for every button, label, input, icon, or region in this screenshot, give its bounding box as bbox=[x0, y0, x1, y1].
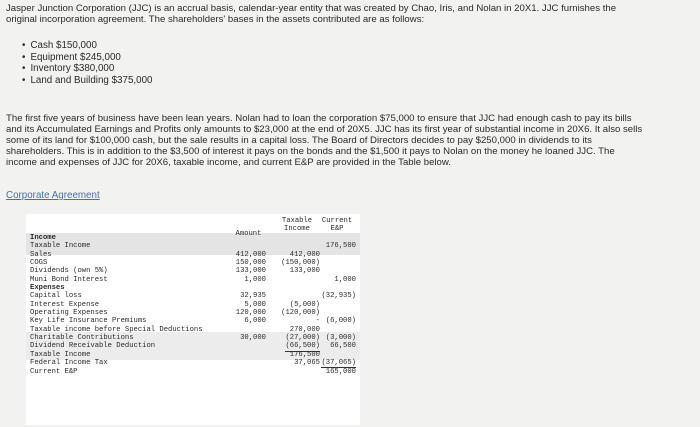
income-table bbox=[26, 214, 360, 425]
current-ep-cell: (3,000) bbox=[325, 334, 356, 343]
table-row-label: Taxable income before Special Deductions bbox=[30, 325, 203, 334]
amount-cell bbox=[222, 368, 266, 376]
current-ep-cell: 176,500 bbox=[325, 242, 356, 251]
amount-cell: 120,000 bbox=[235, 309, 266, 318]
current-ep-cell bbox=[316, 301, 356, 309]
intro-paragraph: Jasper Junction Corporation (JJC) is an accrual basis, calendar-year entity that was created by Chao, Iris, and Nolan in 20X1. JJC furnishes the original incorporation agreement. The shareholders' bases in the assets contributed are as follows: bbox=[6, 3, 617, 25]
current-ep-header-1: Current bbox=[321, 217, 353, 225]
amount-cell: 133,000 bbox=[235, 267, 266, 276]
table-row-label: Muni Bond Interest bbox=[30, 275, 108, 284]
amount-cell bbox=[222, 234, 266, 242]
taxable-income-cell: (5,000) bbox=[289, 300, 320, 309]
amount-cell: 30,000 bbox=[240, 334, 266, 343]
amount-cell: 6,000 bbox=[244, 317, 266, 326]
amount-cell: 32,935 bbox=[240, 292, 266, 301]
current-ep-column bbox=[316, 234, 356, 376]
row-labels bbox=[30, 234, 203, 376]
taxable-income-cell: - bbox=[315, 317, 320, 326]
list-item: • Cash $150,000 bbox=[22, 40, 152, 52]
taxable-income-cell: 176,500 bbox=[289, 350, 320, 359]
taxable-income-column bbox=[266, 234, 320, 376]
taxable-income-cell: 412,000 bbox=[289, 250, 320, 259]
taxable-income-header-1: Taxable bbox=[281, 217, 313, 225]
current-ep-cell bbox=[316, 326, 356, 334]
taxable-income-cell: (66,500) bbox=[285, 342, 320, 351]
current-ep-cell bbox=[316, 309, 356, 317]
current-ep-cell bbox=[316, 267, 356, 275]
taxable-income-cell bbox=[266, 368, 320, 376]
current-ep-cell: 66,500 bbox=[330, 342, 356, 351]
amount-cell bbox=[222, 342, 266, 350]
taxable-income-cell bbox=[266, 284, 320, 292]
taxable-income-cell: (27,000) bbox=[285, 334, 320, 343]
list-item: • Inventory $380,000 bbox=[22, 63, 152, 75]
narrative-paragraph: The first five years of business have been lean years. Nolan had to loan the corporation $75,000 to ensure that JJC had enough cash to pay its bills and its Accumulated Earnings and Profits only amounts to $23,000 at the end of 20X5. JJC has its first year of substantial income in 20X6. It also sells some of its land for $100,000 cash, but the sale results in a capital loss. The Board of Directors decides to pay $250,000 in dividends to its shareholders. This is in addition to the $3,500 of interest it pays on the bonds and the $1,500 it pays to Nolan on the money he loaned JJC. The income and expenses of JJC for 20X6, taxable income, and current E&P are provided in the Table below. bbox=[6, 113, 643, 168]
table-row-label: Capital loss bbox=[30, 292, 82, 301]
table-row-label: Dividends (own 5%) bbox=[30, 267, 108, 276]
table-row-label: Sales bbox=[30, 250, 52, 259]
amount-cell: 412,000 bbox=[235, 250, 266, 259]
corporate-agreement-link[interactable]: Corporate Agreement bbox=[6, 190, 100, 201]
amount-header: Amount bbox=[235, 230, 262, 238]
amount-column bbox=[222, 234, 266, 376]
current-ep-header-2: E&P bbox=[330, 225, 344, 233]
table-row-label: COGS bbox=[30, 259, 48, 268]
amount-cell bbox=[222, 359, 266, 367]
table-row-label: Interest Expense bbox=[30, 300, 100, 309]
list-item: • Equipment $245,000 bbox=[22, 52, 152, 64]
amount-cell: 5,000 bbox=[244, 300, 266, 309]
table-row-label: Operating Expenses bbox=[30, 309, 108, 318]
current-ep-cell bbox=[316, 351, 356, 359]
current-ep-cell bbox=[316, 234, 356, 242]
amount-cell: 150,000 bbox=[235, 259, 266, 268]
amount-cell bbox=[222, 326, 266, 334]
amount-cell bbox=[222, 284, 266, 292]
amount-cell bbox=[222, 351, 266, 359]
list-item: • Land and Building $375,000 bbox=[22, 75, 152, 87]
current-ep-cell bbox=[316, 259, 356, 267]
taxable-income-header-2: Income bbox=[284, 225, 310, 233]
table-row-label: Income bbox=[30, 234, 56, 242]
table-row-label: Current E&P bbox=[30, 367, 78, 376]
table-row-label: Taxable Income bbox=[30, 242, 91, 251]
current-ep-cell: 1,000 bbox=[334, 275, 356, 284]
amount-cell: 1,000 bbox=[244, 275, 266, 284]
amount-cell bbox=[222, 242, 266, 250]
table-row-label: Expenses bbox=[30, 284, 65, 293]
table-row-label: Taxable Income bbox=[30, 350, 91, 359]
current-ep-cell bbox=[316, 251, 356, 259]
taxable-income-cell bbox=[266, 276, 320, 284]
table-row-label: Federal Income Tax bbox=[30, 359, 108, 368]
taxable-income-cell bbox=[266, 234, 320, 242]
current-ep-cell: (6,000) bbox=[325, 317, 356, 326]
current-ep-cell bbox=[316, 284, 356, 292]
taxable-income-cell: (120,000) bbox=[281, 309, 320, 318]
asset-list bbox=[22, 40, 152, 86]
taxable-income-cell: (150,000) bbox=[281, 259, 320, 268]
taxable-income-cell: 270,000 bbox=[289, 325, 320, 334]
taxable-income-cell bbox=[266, 242, 320, 250]
table-row-label: Dividend Receivable Deduction bbox=[30, 342, 156, 351]
table-row-label: Charitable Contributions bbox=[30, 334, 134, 343]
current-ep-cell: (32,935) bbox=[321, 292, 356, 301]
taxable-income-cell: 37,065 bbox=[294, 359, 320, 368]
taxable-income-cell: 133,000 bbox=[289, 267, 320, 276]
current-ep-cell: (37,065) bbox=[321, 359, 356, 368]
current-ep-cell: 165,000 bbox=[325, 367, 356, 376]
table-row-label: Key Life Insurance Premiums bbox=[30, 317, 147, 326]
taxable-income-cell bbox=[266, 292, 320, 300]
